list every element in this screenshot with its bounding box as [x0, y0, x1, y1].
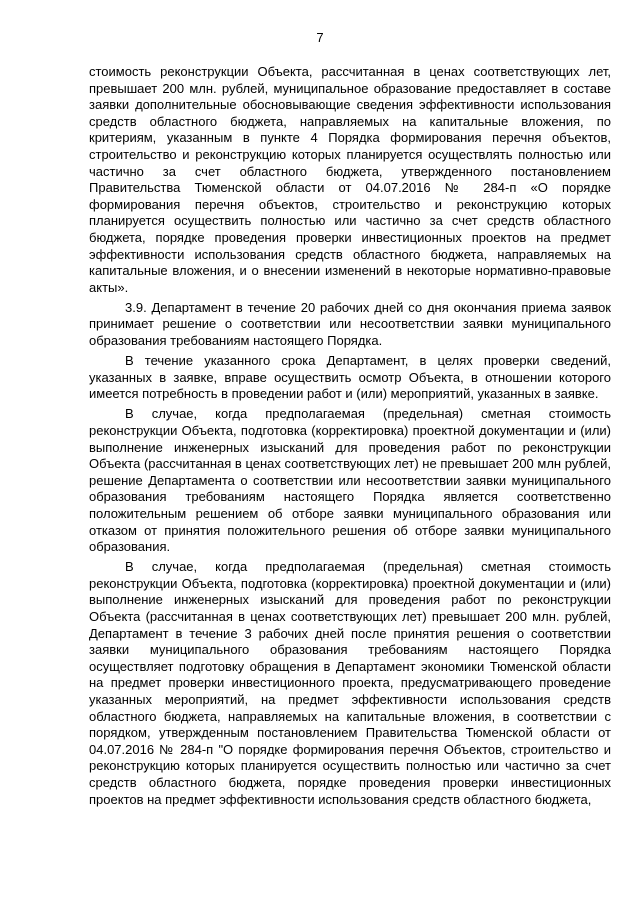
paragraph-3-9: 3.9. Департамент в течение 20 рабочих дней со дня окончания приема заявок принимает решение о соответствии или несоответствии заявки муниципального образования требованиям настоящего Порядка.: [89, 299, 611, 348]
paragraph-inspection: В течение указанного срока Департамент, в целях проверки сведений, указанных в заявке, вправе осуществить осмотр Объекта, в отношении которого имеется потребность в проведении работ и (или) мероприятий, указанных в заявке.: [89, 353, 611, 402]
paragraph-continuation: стоимость реконструкции Объекта, рассчитанная в ценах соответствующих лет, превышает 200 млн. рублей, муниципальное образование предоставляет в составе заявки дополнительные обосновывающие сведения эффективности использования средств областного бюджета, направляемых на капитальные вложения, по критериям, указанным в пункте 4 Порядка формирования перечня объектов, строительство и реконструкцию которых планируется осуществлять полностью или частично за счет областного бюджета, утвержденного постановлением Правительства Тюменской области от 04.07.2016 № 284-п «О порядке формирования перечня объектов, строительство и реконструкцию которых планируется осуществить полностью или частично за счет средств областного бюджета, порядке проведения проверки инвестиционных проектов на предмет эффективности использования средств областного бюджета, направляемых на капитальные вложения, и о внесении изменений в некоторые нормативно-правовые акты».: [89, 64, 611, 295]
document-body: [89, 64, 611, 812]
paragraph-over-200m: В случае, когда предполагаемая (предельная) сметная стоимость реконструкции Объекта, подготовка (корректировка) проектной документации и (или) выполнение инженерных изысканий для проведения работ по реконструкции Объекта (рассчитанная в ценах соответствующих лет) превышает 200 млн. рублей, Департамент в течение 3 рабочих дней после принятия решения о соответствии заявки муниципального образования требованиям настоящего Порядка осуществляет подготовку обращения в Департамент экономики Тюменской области на предмет проверки инвестиционного проекта, предусматривающего проведение указанных мероприятий, на предмет эффективности использования средств областного бюджета, направляемых на капитальные вложения, в соответствии с порядком, утвержденным постановлением Правительства Тюменской области от 04.07.2016 № 284-п "О порядке формирования перечня Объектов, строительство и реконструкцию которых планируется осуществить полностью или частично за счет средств областного бюджета, порядке проведения проверки инвестиционных проектов на предмет эффективности использования средств областного бюджета,: [89, 559, 611, 807]
page-number: 7: [316, 30, 324, 45]
paragraph-under-200m: В случае, когда предполагаемая (предельная) сметная стоимость реконструкции Объекта, подготовка (корректировка) проектной документации и (или) выполнение инженерных изысканий для проведения работ по реконструкции Объекта (рассчитанная в ценах соответствующих лет) не превышает 200 млн рублей, решение Департамента о соответствии или несоответствии заявки муниципального образования требованиям настоящего Порядка является соответственно положительным решением об отборе заявки муниципального образования или отказом от принятия положительного решения об отборе заявки муниципального образования.: [89, 406, 611, 555]
